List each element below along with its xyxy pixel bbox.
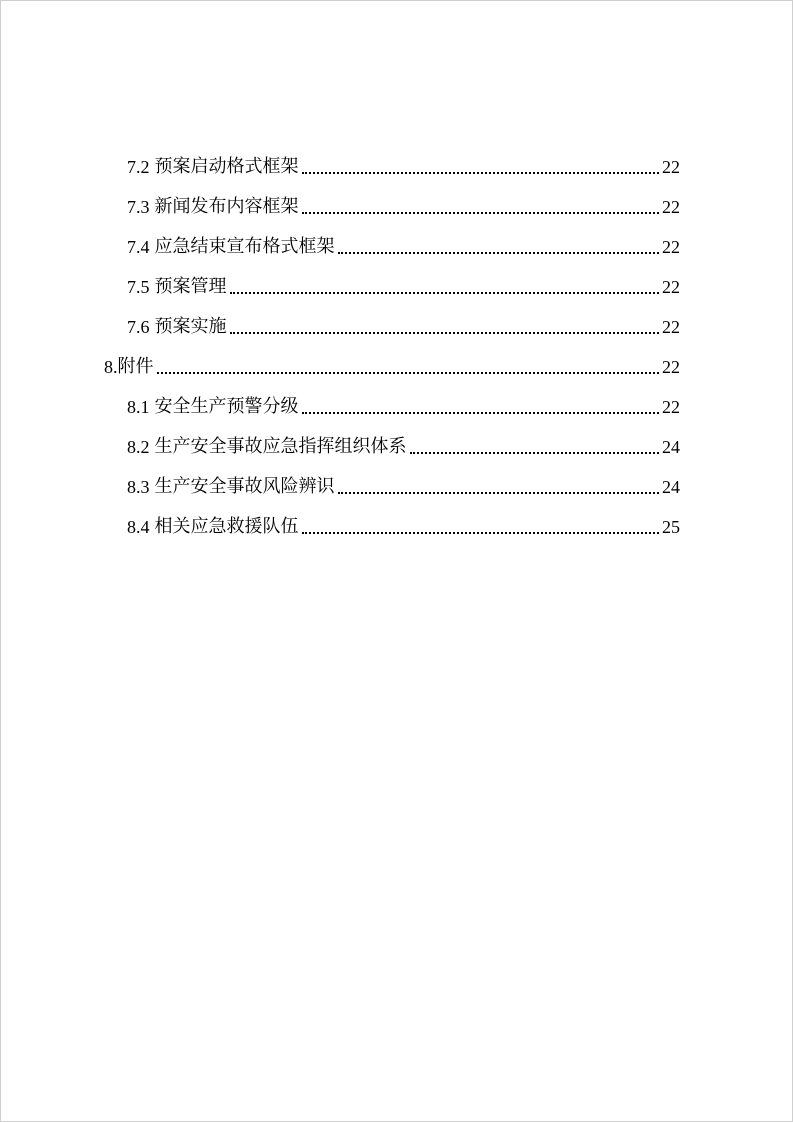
toc-entry-title: 预案管理 (154, 276, 227, 297)
toc-entry-page: 25 (662, 517, 680, 537)
toc-entry-title: 预案启动格式框架 (154, 156, 299, 177)
toc-entry-7-5[interactable] (127, 258, 680, 298)
toc-entry-7-6[interactable] (127, 298, 680, 338)
toc-entry-number: 8. (104, 357, 118, 377)
toc-entry-number: 8.1 (127, 397, 150, 417)
toc-entry-title: 生产安全事故风险辨识 (154, 476, 335, 497)
toc-leader-dots (302, 532, 660, 534)
toc-entry-title: 新闻发布内容框架 (154, 196, 299, 217)
toc-entry-7-3[interactable] (127, 178, 680, 218)
toc-entry-number: 8.3 (127, 477, 150, 497)
toc-leader-dots (338, 252, 660, 254)
toc-entry-page: 22 (662, 277, 680, 297)
toc-entry-page: 22 (662, 197, 680, 217)
toc-entry-title: 安全生产预警分级 (154, 396, 299, 417)
toc-entry-number: 7.4 (127, 237, 150, 257)
toc-entry-8-2[interactable] (127, 418, 680, 458)
toc-entry-page: 22 (662, 157, 680, 177)
toc-entry-7-2[interactable] (127, 138, 680, 178)
toc-leader-dots (302, 412, 660, 414)
toc-entry-number: 7.2 (127, 157, 150, 177)
toc-entry-title: 应急结束宣布格式框架 (154, 236, 335, 257)
toc-entry-8-3[interactable] (127, 458, 680, 498)
toc-entry-page: 22 (662, 317, 680, 337)
toc-entry-8-4[interactable] (127, 498, 680, 538)
toc-entry-page: 24 (662, 437, 680, 457)
toc-entry-7-4[interactable] (127, 218, 680, 258)
toc-leader-dots (302, 172, 660, 174)
toc-leader-dots (302, 212, 660, 214)
toc-entry-number: 7.6 (127, 317, 150, 337)
toc-entry-8[interactable] (104, 338, 680, 378)
toc-entry-page: 22 (662, 397, 680, 417)
toc-entry-number: 8.4 (127, 517, 150, 537)
toc-entry-page: 24 (662, 477, 680, 497)
toc-entry-title: 生产安全事故应急指挥组织体系 (154, 436, 407, 457)
toc-leader-dots (230, 292, 660, 294)
toc-leader-dots (338, 492, 660, 494)
toc-entry-number: 7.5 (127, 277, 150, 297)
toc-leader-dots (157, 372, 660, 374)
toc-entry-page: 22 (662, 357, 680, 377)
toc-leader-dots (410, 452, 660, 454)
toc-entry-number: 7.3 (127, 197, 150, 217)
toc-entry-8-1[interactable] (127, 378, 680, 418)
toc-entry-page: 22 (662, 237, 680, 257)
toc-entry-number: 8.2 (127, 437, 150, 457)
toc-entry-title: 相关应急救援队伍 (154, 516, 299, 537)
toc-leader-dots (230, 332, 660, 334)
toc-entry-title: 预案实施 (154, 316, 227, 337)
toc-entry-title: 附件 (117, 356, 154, 377)
